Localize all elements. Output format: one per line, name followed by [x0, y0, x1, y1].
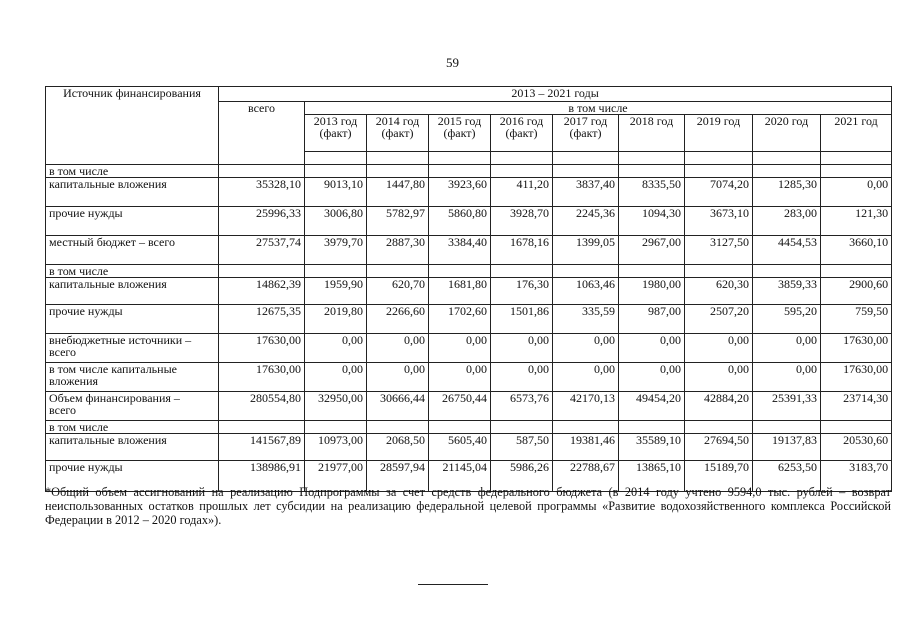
empty-cell: [491, 265, 553, 278]
year-value-cell: 0,00: [491, 334, 553, 363]
empty-cell: [429, 265, 491, 278]
empty-cell: [367, 152, 429, 165]
empty-cell: [305, 152, 367, 165]
row-label-line: вложения: [49, 374, 99, 388]
year-value-cell: 1094,30: [619, 207, 685, 236]
empty-cell: [685, 265, 753, 278]
total-value-cell: 12675,35: [219, 305, 305, 334]
table-row: [46, 236, 892, 265]
empty-cell: [619, 152, 685, 165]
year-value-cell: 1501,86: [491, 305, 553, 334]
year-header: [367, 115, 429, 152]
empty-cell: [619, 165, 685, 178]
row-label-line: прочие нужды: [49, 206, 123, 220]
period-header: 2013 – 2021 годы: [219, 87, 892, 102]
year-value-cell: 1285,30: [753, 178, 821, 207]
empty-cell: [305, 265, 367, 278]
year-header: [305, 115, 367, 152]
empty-cell: [367, 421, 429, 434]
table-row: [46, 363, 892, 392]
empty-cell: [753, 165, 821, 178]
year-value-cell: 3127,50: [685, 236, 753, 265]
year-value-cell: 5605,40: [429, 434, 491, 461]
empty-cell: [821, 165, 892, 178]
empty-cell: [753, 421, 821, 434]
empty-cell: [753, 152, 821, 165]
row-label: [46, 178, 219, 207]
empty-cell: [821, 265, 892, 278]
year-header-line: 2019 год: [696, 114, 741, 128]
subheader-row: [46, 421, 892, 434]
source-header: Источник финансирования: [46, 87, 219, 165]
year-value-cell: 121,30: [821, 207, 892, 236]
year-value-cell: 9013,10: [305, 178, 367, 207]
year-value-cell: 49454,20: [619, 392, 685, 421]
year-value-cell: 759,50: [821, 305, 892, 334]
year-value-cell: 0,00: [367, 334, 429, 363]
year-value-cell: 6253,50: [753, 461, 821, 492]
year-value-cell: 411,20: [491, 178, 553, 207]
empty-cell: [305, 165, 367, 178]
year-header: [685, 115, 753, 152]
row-label-line: всего: [49, 403, 77, 417]
row-label: [46, 434, 219, 461]
row-label-line: местный бюджет – всего: [49, 235, 175, 249]
row-label-line: всего: [49, 345, 77, 359]
year-value-cell: 0,00: [491, 363, 553, 392]
year-header: [619, 115, 685, 152]
year-value-cell: 3837,40: [553, 178, 619, 207]
year-value-cell: 3006,80: [305, 207, 367, 236]
empty-cell: [685, 165, 753, 178]
empty-cell: [429, 421, 491, 434]
year-header-line: 2018 год: [629, 114, 674, 128]
year-value-cell: 0,00: [553, 363, 619, 392]
empty-cell: [821, 152, 892, 165]
year-value-cell: 30666,44: [367, 392, 429, 421]
year-value-cell: 620,70: [367, 278, 429, 305]
empty-cell: [491, 165, 553, 178]
year-value-cell: 1980,00: [619, 278, 685, 305]
year-value-cell: 0,00: [753, 363, 821, 392]
year-value-cell: 1399,05: [553, 236, 619, 265]
year-value-cell: 6573,76: [491, 392, 553, 421]
year-header-line: (факт): [505, 126, 538, 140]
row-label-line: Объем финансирования –: [49, 391, 180, 405]
year-value-cell: 1959,90: [305, 278, 367, 305]
year-value-cell: 987,00: [619, 305, 685, 334]
year-value-cell: 283,00: [753, 207, 821, 236]
year-value-cell: 23714,30: [821, 392, 892, 421]
year-header-line: (факт): [443, 126, 476, 140]
row-label: [46, 305, 219, 334]
subheader-row: [46, 165, 892, 178]
year-value-cell: 1063,46: [553, 278, 619, 305]
total-value-cell: 280554,80: [219, 392, 305, 421]
year-value-cell: 42884,20: [685, 392, 753, 421]
year-value-cell: 17630,00: [821, 363, 892, 392]
row-label: [46, 363, 219, 392]
year-value-cell: 2245,36: [553, 207, 619, 236]
row-label: [46, 236, 219, 265]
year-value-cell: 620,30: [685, 278, 753, 305]
year-header-line: 2017 год: [563, 114, 608, 128]
year-value-cell: 21977,00: [305, 461, 367, 492]
year-value-cell: 4454,53: [753, 236, 821, 265]
year-value-cell: 5782,97: [367, 207, 429, 236]
row-label-line: прочие нужды: [49, 304, 123, 318]
row-label: [46, 207, 219, 236]
row-label-line: капитальные вложения: [49, 277, 167, 291]
year-value-cell: 17630,00: [821, 334, 892, 363]
total-value-cell: 17630,00: [219, 334, 305, 363]
year-header-line: 2020 год: [764, 114, 809, 128]
year-value-cell: 19381,46: [553, 434, 619, 461]
year-header-line: 2016 год: [499, 114, 544, 128]
empty-cell: [367, 265, 429, 278]
year-value-cell: 0,00: [619, 363, 685, 392]
year-value-cell: 42170,13: [553, 392, 619, 421]
year-value-cell: 2019,80: [305, 305, 367, 334]
year-value-cell: 2068,50: [367, 434, 429, 461]
year-value-cell: 0,00: [305, 363, 367, 392]
year-value-cell: 0,00: [367, 363, 429, 392]
year-value-cell: 0,00: [553, 334, 619, 363]
year-header-line: 2013 год: [313, 114, 358, 128]
year-value-cell: 25391,33: [753, 392, 821, 421]
row-label-line: капитальные вложения: [49, 177, 167, 191]
year-value-cell: 587,50: [491, 434, 553, 461]
year-header-line: (факт): [319, 126, 352, 140]
year-value-cell: 0,00: [429, 363, 491, 392]
year-header: [429, 115, 491, 152]
total-value-cell: 141567,89: [219, 434, 305, 461]
table-row: [46, 178, 892, 207]
year-value-cell: 3859,33: [753, 278, 821, 305]
footnote: *Общий объем ассигнований на реализацию Подпрограммы за счет средств федерального бюджета (в 2014 году учтено 9594,0 тыс. рублей – возврат неиспользованных остатков прошлых лет субсидии на реализацию федеральной целевой программы «Развитие водохозяйственного комплекса Российской Федерации в 2012 – 2020 годах»).: [45, 485, 891, 527]
empty-cell: [429, 165, 491, 178]
year-value-cell: 176,30: [491, 278, 553, 305]
year-value-cell: 3923,60: [429, 178, 491, 207]
empty-cell: [491, 152, 553, 165]
year-value-cell: 8335,50: [619, 178, 685, 207]
total-value-cell: 17630,00: [219, 363, 305, 392]
table-row: [46, 207, 892, 236]
empty-cell: [753, 265, 821, 278]
year-value-cell: 0,00: [821, 178, 892, 207]
subheader-label: в том числе: [46, 165, 219, 178]
subheader-row: [46, 265, 892, 278]
row-label-line: капитальные вложения: [49, 433, 167, 447]
table-row: [46, 434, 892, 461]
year-value-cell: 3928,70: [491, 207, 553, 236]
total-value-cell: 14862,39: [219, 278, 305, 305]
year-value-cell: 35589,10: [619, 434, 685, 461]
empty-cell: [821, 421, 892, 434]
table-row: [46, 392, 892, 421]
year-value-cell: 1447,80: [367, 178, 429, 207]
year-header: [753, 115, 821, 152]
year-value-cell: 1702,60: [429, 305, 491, 334]
total-value-cell: 138986,91: [219, 461, 305, 492]
year-value-cell: 26750,44: [429, 392, 491, 421]
year-value-cell: 2900,60: [821, 278, 892, 305]
year-value-cell: 0,00: [305, 334, 367, 363]
row-label: [46, 278, 219, 305]
year-value-cell: 335,59: [553, 305, 619, 334]
year-value-cell: 3979,70: [305, 236, 367, 265]
year-value-cell: 3673,10: [685, 207, 753, 236]
year-header-line: (факт): [569, 126, 602, 140]
year-value-cell: 0,00: [619, 334, 685, 363]
year-value-cell: 3183,70: [821, 461, 892, 492]
subheader-label: в том числе: [46, 421, 219, 434]
header-row-period: [46, 87, 892, 102]
empty-cell: [219, 265, 305, 278]
empty-cell: [685, 152, 753, 165]
total-value-cell: 25996,33: [219, 207, 305, 236]
empty-cell: [553, 265, 619, 278]
year-header: [553, 115, 619, 152]
year-value-cell: 595,20: [753, 305, 821, 334]
empty-cell: [685, 421, 753, 434]
year-value-cell: 2967,00: [619, 236, 685, 265]
year-value-cell: 32950,00: [305, 392, 367, 421]
empty-cell: [367, 165, 429, 178]
year-header-line: 2015 год: [437, 114, 482, 128]
year-value-cell: 1678,16: [491, 236, 553, 265]
year-value-cell: 0,00: [753, 334, 821, 363]
row-label-line: внебюджетные источники –: [49, 333, 192, 347]
year-header-line: (факт): [381, 126, 414, 140]
empty-cell: [619, 265, 685, 278]
year-value-cell: 28597,94: [367, 461, 429, 492]
subheader-label: в том числе: [46, 265, 219, 278]
empty-cell: [429, 152, 491, 165]
year-value-cell: 3384,40: [429, 236, 491, 265]
year-value-cell: 5860,80: [429, 207, 491, 236]
year-value-cell: 1681,80: [429, 278, 491, 305]
total-value-cell: 27537,74: [219, 236, 305, 265]
year-value-cell: 2887,30: [367, 236, 429, 265]
table-row: [46, 278, 892, 305]
year-value-cell: 13865,10: [619, 461, 685, 492]
year-value-cell: 19137,83: [753, 434, 821, 461]
row-label: [46, 392, 219, 421]
year-value-cell: 2266,60: [367, 305, 429, 334]
year-value-cell: 22788,67: [553, 461, 619, 492]
empty-cell: [553, 152, 619, 165]
year-value-cell: 15189,70: [685, 461, 753, 492]
empty-cell: [553, 421, 619, 434]
year-header-line: 2014 год: [375, 114, 420, 128]
financing-table: [45, 86, 892, 492]
year-value-cell: 21145,04: [429, 461, 491, 492]
empty-cell: [619, 421, 685, 434]
empty-cell: [491, 421, 553, 434]
empty-cell: [305, 421, 367, 434]
total-value-cell: 35328,10: [219, 178, 305, 207]
year-value-cell: 20530,60: [821, 434, 892, 461]
year-value-cell: 10973,00: [305, 434, 367, 461]
separator-line: [418, 584, 488, 585]
row-label-line: в том числе капитальные: [49, 362, 177, 376]
year-header-line: 2021 год: [834, 114, 878, 128]
year-header: [821, 115, 892, 152]
year-value-cell: 27694,50: [685, 434, 753, 461]
table-row: [46, 305, 892, 334]
including-header: в том числе: [305, 102, 892, 115]
year-value-cell: 5986,26: [491, 461, 553, 492]
row-label-line: прочие нужды: [49, 460, 123, 474]
page-number: 59: [446, 55, 459, 70]
year-value-cell: 7074,20: [685, 178, 753, 207]
year-value-cell: 0,00: [685, 363, 753, 392]
empty-cell: [553, 165, 619, 178]
year-value-cell: 0,00: [429, 334, 491, 363]
year-header: [491, 115, 553, 152]
empty-cell: [219, 165, 305, 178]
year-value-cell: 0,00: [685, 334, 753, 363]
empty-cell: [219, 421, 305, 434]
year-value-cell: 2507,20: [685, 305, 753, 334]
year-value-cell: 3660,10: [821, 236, 892, 265]
table-row: [46, 334, 892, 363]
total-header: всего: [219, 102, 305, 165]
row-label: [46, 334, 219, 363]
